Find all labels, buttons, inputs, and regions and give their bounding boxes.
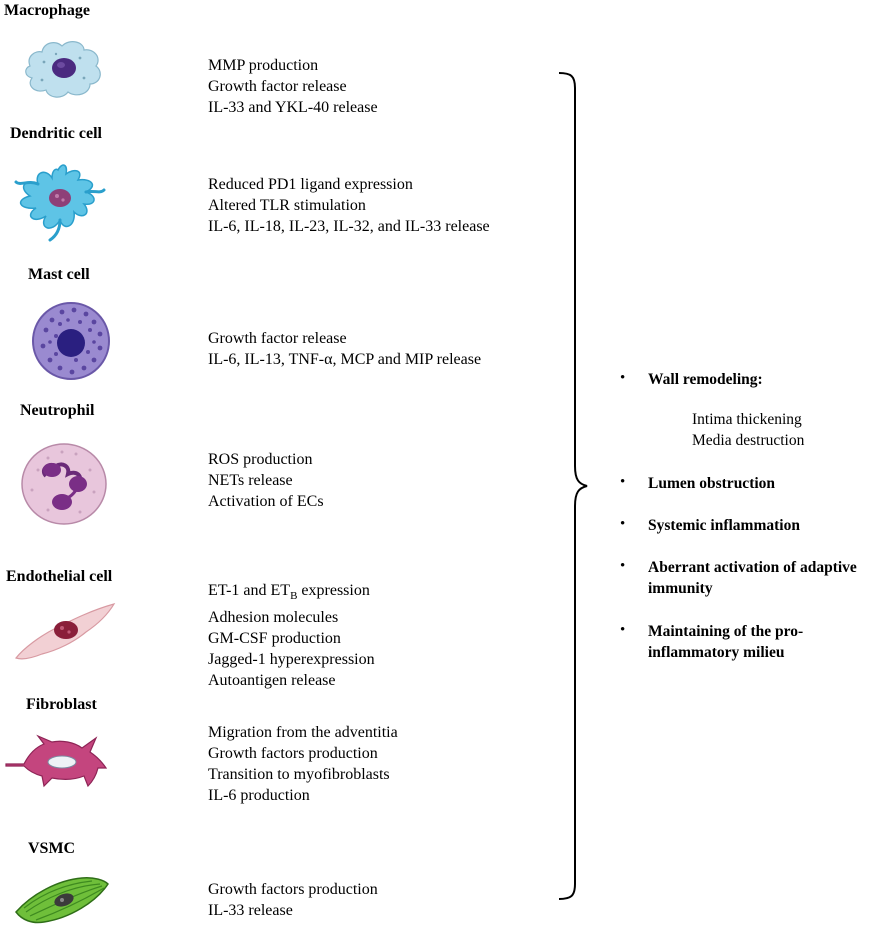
bullet-icon: • [620,370,626,386]
endothelial-cell-icon [12,600,120,664]
function-item: Altered TLR stimulation [208,197,366,214]
bullet-icon: • [620,558,626,574]
bullet-icon: • [620,516,626,532]
function-text-suffix: expression [297,582,370,599]
curly-brace [555,70,595,902]
dendritic-cell-label: Dendritic cell [10,125,102,142]
bullet-icon: • [620,474,626,490]
function-item: Reduced PD1 ligand expression [208,176,413,193]
neutrophil-label: Neutrophil [20,402,95,419]
wall-remodeling-details [692,409,804,451]
fibroblast-icon [4,734,110,790]
vsmc-label: VSMC [28,840,76,857]
function-item: Growth factor release [208,78,347,95]
mast-cell-icon [30,300,112,382]
neutrophil-functions [208,449,324,512]
function-item: IL-33 release [208,902,293,919]
function-item: ROS production [208,451,313,468]
function-item [208,580,375,607]
function-item: IL-33 and YKL-40 release [208,99,378,116]
outcome-lumen-obstruction: Lumen obstruction [648,475,776,492]
function-item: Transition to myofibroblasts [208,766,390,783]
endothelial-cell-label: Endothelial cell [6,568,113,585]
dendritic-cell-icon [8,160,110,246]
fibroblast-label: Fibroblast [26,696,97,713]
macrophage-icon [22,36,108,102]
endothelial-cell-functions [208,580,375,691]
outcome-aberrant-activation [648,557,857,599]
mast-cell-label: Mast cell [28,266,90,283]
vsmc-functions [208,879,378,921]
function-item: Growth factor release [208,330,347,347]
outcome-systemic-inflammation: Systemic inflammation [648,517,800,534]
function-item: MMP production [208,57,319,74]
fibroblast-functions [208,722,398,806]
dendritic-cell-functions [208,174,490,237]
outcome-maintaining-milieu [648,621,803,663]
function-item: IL-6, IL-18, IL-23, IL-32, and IL-33 release [208,218,490,235]
function-item: IL-6, IL-13, TNF-α, MCP and MIP release [208,351,482,368]
function-item: NETs release [208,472,293,489]
subscript: B [290,590,298,603]
outcome-line: immunity [648,580,713,597]
vsmc-icon [12,872,112,928]
sub-item: Intima thickening [692,411,802,428]
macrophage-label: Macrophage [4,2,90,19]
function-item: GM-CSF production [208,630,341,648]
macrophage-functions [208,55,378,118]
function-item: Autoantigen release [208,672,336,690]
outcome-line: Maintaining of the pro- [648,623,804,640]
function-item: Adhesion molecules [208,609,339,627]
function-item: Activation of ECs [208,493,324,510]
outcome-wall-remodeling: Wall remodeling: [648,371,763,388]
function-item: IL-6 production [208,787,310,804]
outcome-line: inflammatory milieu [648,644,785,661]
function-item: Growth factors production [208,881,378,898]
function-item: Migration from the adventitia [208,724,398,741]
sub-item: Media destruction [692,432,805,449]
mast-cell-functions [208,328,481,370]
outcome-line: Aberrant activation of adaptive [648,559,857,576]
function-text: ET-1 and ET [208,582,291,599]
bullet-icon: • [620,622,626,638]
neutrophil-icon [18,440,110,528]
function-item: Jagged-1 hyperexpression [208,651,375,669]
function-item: Growth factors production [208,745,378,762]
